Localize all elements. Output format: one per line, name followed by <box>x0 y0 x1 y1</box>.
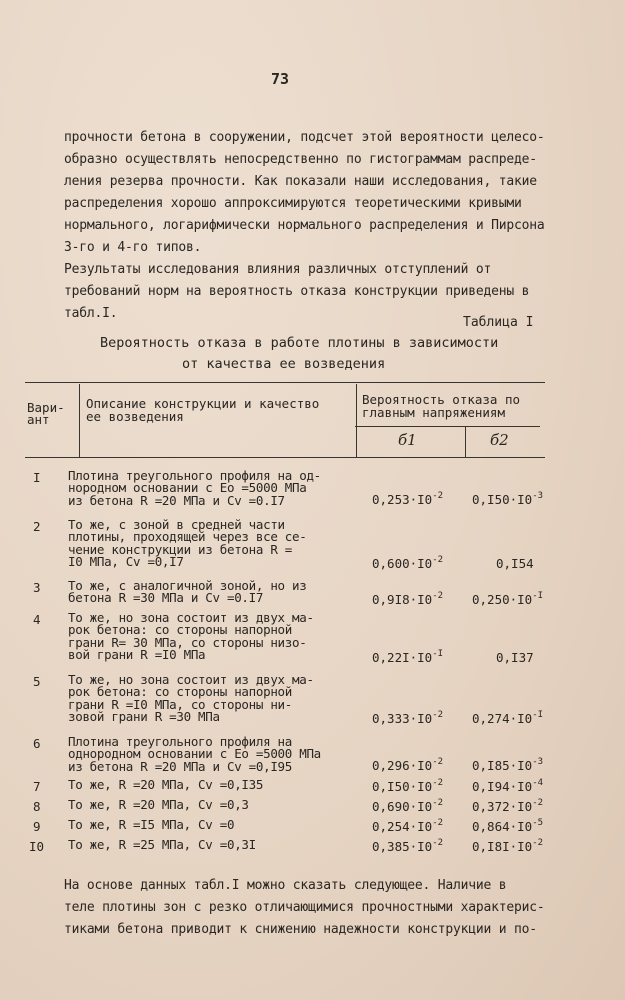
row-sigma1-exponent: -2 <box>432 797 444 808</box>
row-sigma2-value <box>472 819 543 834</box>
row-description-line: плотины, проходящей через все се- <box>68 529 307 545</box>
row-sigma1-value <box>372 758 443 773</box>
header-description-1: Описание конструкции и качество <box>86 396 320 411</box>
table-sub-rule <box>355 426 540 427</box>
row-sigma2-exponent: -3 <box>532 756 544 767</box>
row-variant: 4 <box>33 612 41 627</box>
row-sigma1-mantissa: 0,296·I0 <box>372 758 433 773</box>
row-sigma2-mantissa: 0,372·I0 <box>472 799 533 814</box>
header-probability-1: Вероятность отказа по <box>362 392 521 407</box>
intro-line: нормального, логарифмически нормального распределения и Пирсона <box>64 218 545 233</box>
row-sigma2-exponent: -4 <box>532 777 544 788</box>
row-sigma2-exponent: -5 <box>532 817 544 828</box>
table-label: Таблица I <box>463 315 534 330</box>
intro-line: образно осуществлять непосредственно по гистограммам распреде- <box>64 152 537 167</box>
row-description-line: зовой грани R =30 МПа <box>68 709 220 725</box>
row-sigma2-mantissa: 0,250·I0 <box>472 592 533 607</box>
row-sigma2-mantissa: 0,I85·I0 <box>472 758 533 773</box>
row-variant: 6 <box>33 736 41 751</box>
row-description-line: из бетона R =20 МПа и Cv =0,I95 <box>68 758 292 774</box>
row-sigma1-mantissa: 0,253·I0 <box>372 492 433 507</box>
intro-line: табл.I. <box>64 306 118 321</box>
row-description-line: чение конструкции из бетона R = <box>68 541 292 557</box>
row-sigma2-value <box>496 650 534 665</box>
row-sigma2-value <box>472 799 543 814</box>
row-description-line: То же, R =I5 МПа, Cv =0 <box>68 817 235 832</box>
row-description-line: из бетона R =20 МПа и Cv =0.I7 <box>68 492 285 508</box>
row-description-line: То же, с аналогичной зоной, но из <box>68 578 307 593</box>
intro-line: 3-го и 4-го типов. <box>64 240 202 255</box>
row-sigma1-mantissa: 0,600·I0 <box>372 556 433 571</box>
row-sigma2-value <box>472 492 543 507</box>
header-sigma-1: б1 <box>398 431 417 449</box>
row-sigma1-exponent: -2 <box>432 554 444 565</box>
table-divider-sigma <box>465 427 466 457</box>
header-variant-2: ант <box>27 412 50 427</box>
row-variant: I <box>33 470 41 485</box>
row-sigma1-value <box>372 779 443 794</box>
row-sigma2-value <box>472 592 543 607</box>
header-description-2: ее возведения <box>86 409 184 424</box>
row-sigma1-value <box>372 556 443 571</box>
row-sigma2-mantissa: 0,I54 <box>496 556 534 571</box>
row-sigma1-mantissa: 0,333·I0 <box>372 711 433 726</box>
intro-line: Результаты исследования влияния различных отступлений от <box>64 262 492 277</box>
row-sigma1-exponent: -2 <box>432 590 444 601</box>
row-description-line: нородном основании с Eo =5000 МПа <box>68 480 307 496</box>
header-probability-2: главным напряжениям <box>362 405 505 420</box>
row-sigma2-mantissa: 0,274·I0 <box>472 711 533 726</box>
table-divider-variant <box>79 384 80 457</box>
row-sigma1-mantissa: 0,254·I0 <box>372 819 433 834</box>
row-sigma1-exponent: -2 <box>432 777 444 788</box>
row-sigma2-mantissa: 0,I37 <box>496 650 534 665</box>
row-description-line: То же, R =25 МПа, Cv =0,3I <box>68 837 256 852</box>
table-caption-line-1: Вероятность отказа в работе плотины в зависимости <box>100 335 499 351</box>
row-sigma2-exponent: -3 <box>532 490 544 501</box>
row-sigma2-value <box>472 758 543 773</box>
row-sigma2-mantissa: 0,I94·I0 <box>472 779 533 794</box>
row-sigma1-mantissa: 0,690·I0 <box>372 799 433 814</box>
row-sigma2-value <box>496 556 534 571</box>
outro-line: тиками бетона приводит к снижению надежности конструкции и по- <box>64 922 537 937</box>
row-variant: 7 <box>33 779 41 794</box>
row-sigma1-value <box>372 839 443 854</box>
row-variant: 8 <box>33 799 41 814</box>
row-description-line: То же, но зона состоит из двух ма- <box>68 672 314 687</box>
row-sigma1-mantissa: 0,385·I0 <box>372 839 433 854</box>
row-description-line: То же, R =20 МПа, Cv =0,3 <box>68 797 249 812</box>
row-description-line: То же, с зоной в средней части <box>68 517 285 532</box>
row-sigma1-exponent: -2 <box>432 837 444 848</box>
row-sigma2-value <box>472 711 543 726</box>
page-number: 73 <box>271 70 290 88</box>
row-sigma1-exponent: -I <box>432 648 444 659</box>
row-description-line: Плотина треугольного профиля на од- <box>68 468 321 483</box>
row-description-line: рок бетона: со стороны напорной <box>68 622 292 638</box>
row-sigma1-value <box>372 711 443 726</box>
row-description-line: бетона R =30 МПа и Cv =0.I7 <box>68 590 264 606</box>
row-description-line: вой грани R =I0 МПа <box>68 647 206 663</box>
row-sigma1-exponent: -2 <box>432 490 444 501</box>
row-variant: 3 <box>33 580 41 595</box>
row-sigma1-value <box>372 650 443 665</box>
row-sigma2-exponent: -I <box>532 709 544 720</box>
row-variant: 5 <box>33 674 41 689</box>
row-sigma2-exponent: -2 <box>532 797 544 808</box>
row-variant: 9 <box>33 819 41 834</box>
row-description-line: однородном основании с Eo =5000 МПа <box>68 746 321 762</box>
row-sigma2-mantissa: 0,I50·I0 <box>472 492 533 507</box>
row-variant: I0 <box>29 839 45 854</box>
row-sigma2-mantissa: 0,I8I·I0 <box>472 839 533 854</box>
row-description-line: I0 МПа, Cv =0,I7 <box>68 554 184 570</box>
row-sigma1-value <box>372 592 443 607</box>
row-description-line: грани R= 30 МПа, со стороны низо- <box>68 634 307 650</box>
row-description-line: То же, но зона состоит из двух ма- <box>68 610 314 625</box>
row-sigma2-value <box>472 839 543 854</box>
row-sigma2-exponent: -2 <box>532 837 544 848</box>
row-sigma2-value <box>472 779 543 794</box>
row-description-line: Плотина треугольного профиля на <box>68 734 292 749</box>
table-header-bottom-rule <box>25 457 545 458</box>
table-divider-description <box>356 384 357 457</box>
table-caption-line-2: от качества ее возведения <box>182 356 386 372</box>
row-variant: 2 <box>33 519 41 534</box>
intro-line: прочности бетона в сооружении, подсчет этой вероятности целесо- <box>64 130 545 145</box>
row-sigma1-exponent: -2 <box>432 709 444 720</box>
row-sigma1-exponent: -2 <box>432 817 444 828</box>
row-sigma1-mantissa: 0,I50·I0 <box>372 779 433 794</box>
row-sigma1-mantissa: 0,22I·I0 <box>372 650 433 665</box>
table-top-rule <box>25 382 545 383</box>
header-sigma-2: б2 <box>490 431 509 449</box>
row-sigma1-exponent: -2 <box>432 756 444 767</box>
intro-line: ления резерва прочности. Как показали наши исследования, такие <box>64 174 537 189</box>
row-sigma1-value <box>372 492 443 507</box>
outro-line: На основе данных табл.I можно сказать следующее. Наличие в <box>64 878 507 893</box>
row-sigma2-exponent: -I <box>532 590 544 601</box>
row-sigma1-value <box>372 799 443 814</box>
row-sigma2-mantissa: 0,864·I0 <box>472 819 533 834</box>
row-description-line: То же, R =20 МПа, Cv =0,I35 <box>68 777 264 792</box>
intro-line: распределения хорошо аппроксимируются теоретическими кривыми <box>64 196 522 211</box>
header-variant-1: Вари- <box>27 400 65 415</box>
row-sigma1-mantissa: 0,9I8·I0 <box>372 592 433 607</box>
intro-line: требований норм на вероятность отказа конструкции приведены в <box>64 284 530 299</box>
row-sigma1-value <box>372 819 443 834</box>
outro-line: теле плотины зон с резко отличающимися прочностными характерис- <box>64 900 545 915</box>
row-description-line: рок бетона: со стороны напорной <box>68 684 292 700</box>
row-description-line: грани R =I0 МПа, со стороны ни- <box>68 696 292 712</box>
